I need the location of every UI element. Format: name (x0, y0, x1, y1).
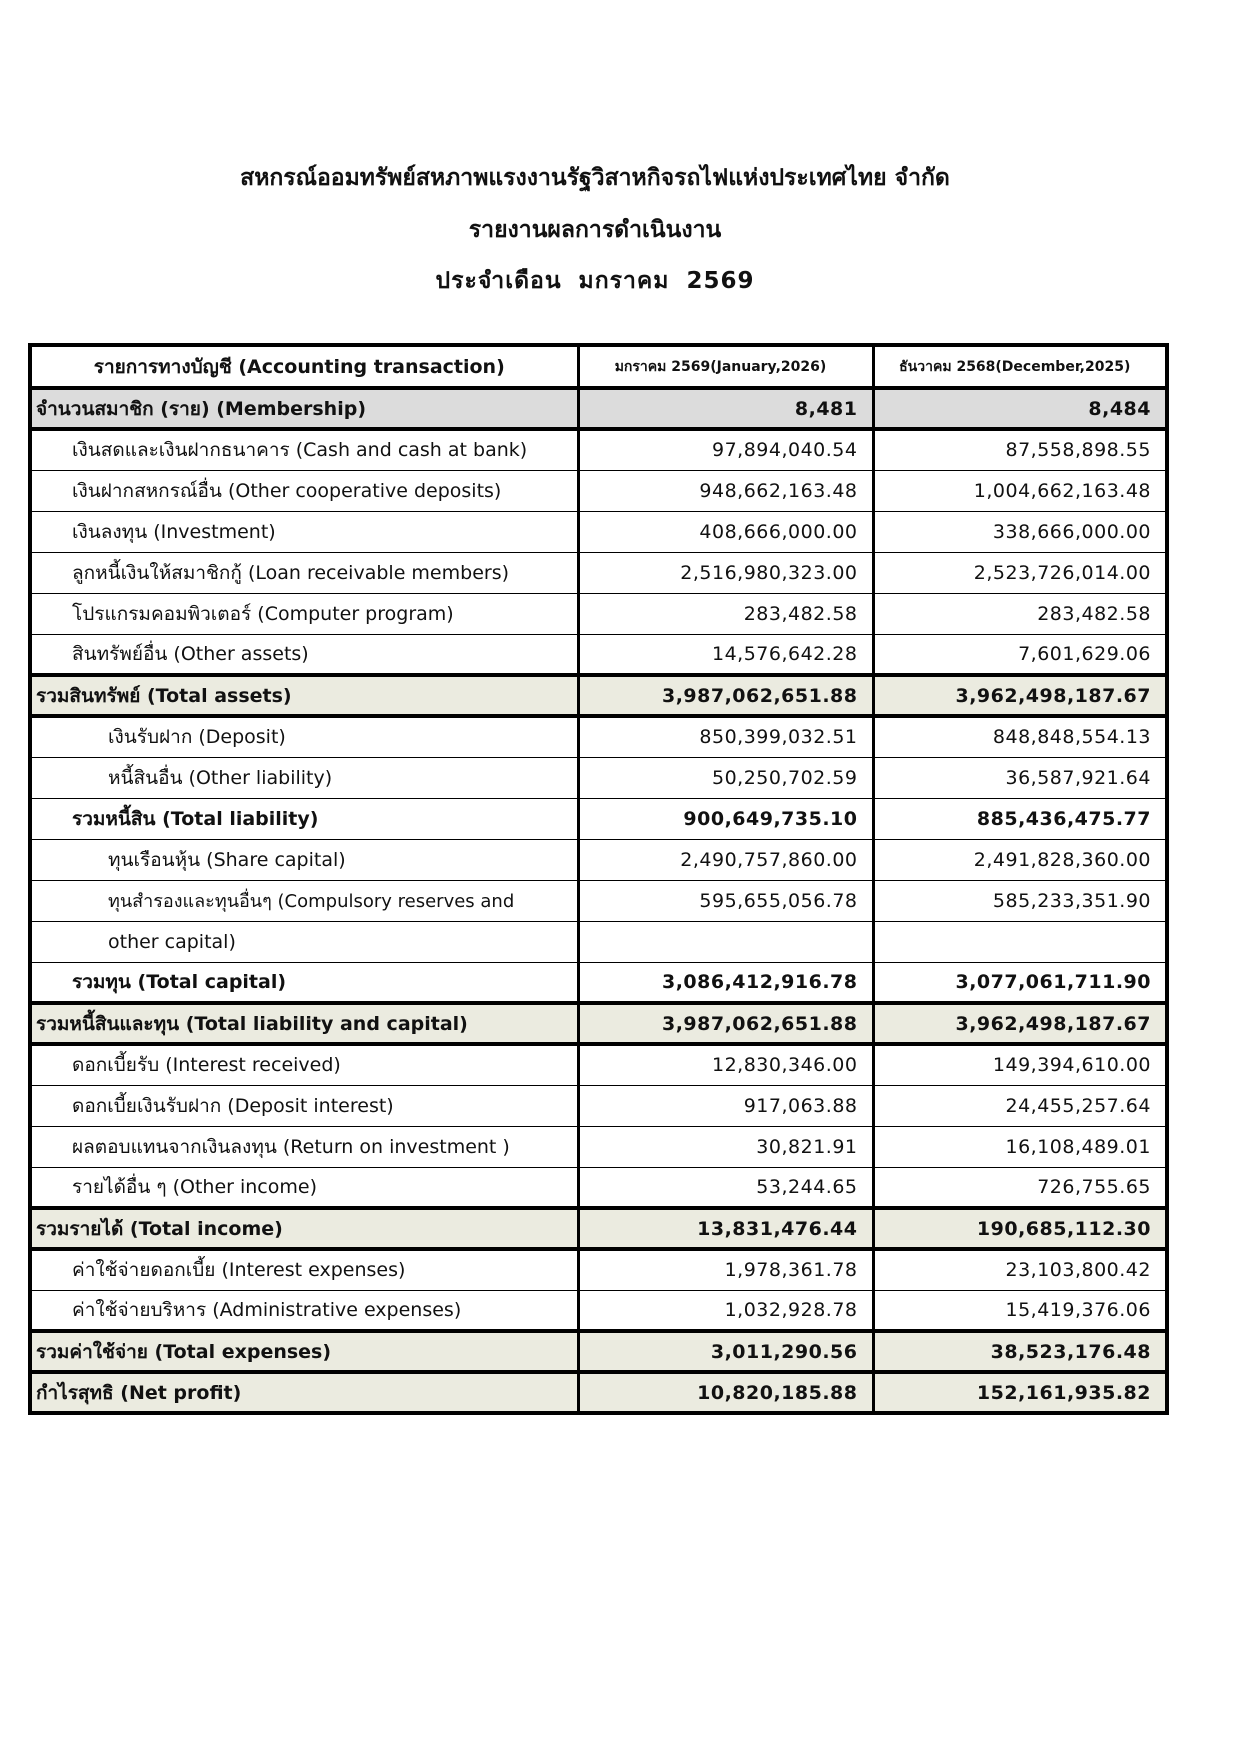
table-row (30, 511, 1167, 552)
row-previous: 3,077,061,711.90 (873, 962, 1167, 1003)
table-row (30, 757, 1167, 798)
row-previous: 2,523,726,014.00 (873, 552, 1167, 593)
table-row (30, 593, 1167, 634)
row-current: 408,666,000.00 (578, 511, 873, 552)
row-previous: 38,523,176.48 (873, 1331, 1167, 1372)
row-label: ดอกเบี้ยเงินรับฝาก (Deposit interest) (30, 1085, 578, 1126)
row-label: รวมรายได้ (Total income) (30, 1208, 578, 1249)
row-previous: 3,962,498,187.67 (873, 675, 1167, 716)
row-current: 2,490,757,860.00 (578, 839, 873, 880)
row-label: กำไรสุทธิ (Net profit) (30, 1372, 578, 1413)
table-row-total-liability-capital (30, 1003, 1167, 1044)
row-previous: 8,484 (873, 388, 1167, 429)
row-label: รวมค่าใช้จ่าย (Total expenses) (30, 1331, 578, 1372)
table-row (30, 1167, 1167, 1208)
table-row (30, 839, 1167, 880)
row-current: 97,894,040.54 (578, 429, 873, 470)
row-current: 8,481 (578, 388, 873, 429)
table-row (30, 634, 1167, 675)
row-previous: 848,848,554.13 (873, 716, 1167, 757)
row-label: รวมหนี้สินและทุน (Total liability and capital) (30, 1003, 578, 1044)
row-current: 53,244.65 (578, 1167, 873, 1208)
row-previous: 15,419,376.06 (873, 1290, 1167, 1331)
row-current: 3,086,412,916.78 (578, 962, 873, 1003)
table-row-net-profit (30, 1372, 1167, 1413)
row-current: 850,399,032.51 (578, 716, 873, 757)
table-row (30, 880, 1167, 921)
row-label: ค่าใช้จ่ายดอกเบี้ย (Interest expenses) (30, 1249, 578, 1290)
row-previous: 87,558,898.55 (873, 429, 1167, 470)
row-previous: 24,455,257.64 (873, 1085, 1167, 1126)
row-label: เงินฝากสหกรณ์อื่น (Other cooperative deposits) (30, 470, 578, 511)
table-row (30, 1085, 1167, 1126)
table-row (30, 716, 1167, 757)
row-label: ค่าใช้จ่ายบริหาร (Administrative expenses) (30, 1290, 578, 1331)
row-label: รวมหนี้สิน (Total liability) (30, 798, 578, 839)
table-row (30, 552, 1167, 593)
row-current (578, 921, 873, 962)
row-label: สินทรัพย์อื่น (Other assets) (30, 634, 578, 675)
row-previous: 726,755.65 (873, 1167, 1167, 1208)
row-label: other capital) (30, 921, 578, 962)
table-row (30, 470, 1167, 511)
row-label: โปรแกรมคอมพิวเตอร์ (Computer program) (30, 593, 578, 634)
row-label: ทุนสำรองและทุนอื่นๆ (Compulsory reserves and (30, 880, 578, 921)
row-previous: 1,004,662,163.48 (873, 470, 1167, 511)
row-current: 14,576,642.28 (578, 634, 873, 675)
row-previous: 149,394,610.00 (873, 1044, 1167, 1085)
table-header-row (30, 345, 1167, 388)
row-current: 30,821.91 (578, 1126, 873, 1167)
row-current: 2,516,980,323.00 (578, 552, 873, 593)
column-header-item: รายการทางบัญชี (Accounting transaction) (30, 345, 578, 388)
table-row (30, 429, 1167, 470)
row-previous: 283,482.58 (873, 593, 1167, 634)
row-current: 595,655,056.78 (578, 880, 873, 921)
table-row-membership (30, 388, 1167, 429)
row-current: 3,987,062,651.88 (578, 675, 873, 716)
row-label: รายได้อื่น ๆ (Other income) (30, 1167, 578, 1208)
table-row (30, 1249, 1167, 1290)
table-row (30, 1044, 1167, 1085)
table-row (30, 1126, 1167, 1167)
row-label: ดอกเบี้ยรับ (Interest received) (30, 1044, 578, 1085)
financial-report-table (28, 343, 1169, 1415)
row-current: 3,011,290.56 (578, 1331, 873, 1372)
row-previous: 16,108,489.01 (873, 1126, 1167, 1167)
row-previous: 3,962,498,187.67 (873, 1003, 1167, 1044)
row-current: 283,482.58 (578, 593, 873, 634)
report-period: ประจำเดือน มกราคม 2569 (435, 268, 755, 294)
table-row-total-expenses (30, 1331, 1167, 1372)
row-previous: 190,685,112.30 (873, 1208, 1167, 1249)
table-row-total-assets (30, 675, 1167, 716)
row-label: จำนวนสมาชิก (ราย) (Membership) (30, 388, 578, 429)
row-label: รวมทุน (Total capital) (30, 962, 578, 1003)
row-current: 3,987,062,651.88 (578, 1003, 873, 1044)
row-current: 13,831,476.44 (578, 1208, 873, 1249)
row-previous: 36,587,921.64 (873, 757, 1167, 798)
table-row-total-liability (30, 798, 1167, 839)
row-previous: 885,436,475.77 (873, 798, 1167, 839)
row-current: 50,250,702.59 (578, 757, 873, 798)
table-row-total-income (30, 1208, 1167, 1249)
row-current: 948,662,163.48 (578, 470, 873, 511)
report-title: รายงานผลการดำเนินงาน (468, 217, 722, 243)
row-previous: 585,233,351.90 (873, 880, 1167, 921)
row-label: เงินลงทุน (Investment) (30, 511, 578, 552)
organization-title: สหกรณ์ออมทรัพย์สหภาพแรงงานรัฐวิสาหกิจรถไฟแห่งประเทศไทย จำกัด (240, 165, 950, 191)
column-header-current: มกราคม 2569(January,2026) (578, 345, 873, 388)
row-label: ทุนเรือนหุ้น (Share capital) (30, 839, 578, 880)
row-label: ผลตอบแทนจากเงินลงทุน (Return on investment ) (30, 1126, 578, 1167)
row-label: เงินสดและเงินฝากธนาคาร (Cash and cash at bank) (30, 429, 578, 470)
row-current: 1,032,928.78 (578, 1290, 873, 1331)
row-label: รวมสินทรัพย์ (Total assets) (30, 675, 578, 716)
row-previous: 338,666,000.00 (873, 511, 1167, 552)
row-previous: 23,103,800.42 (873, 1249, 1167, 1290)
table-row (30, 1290, 1167, 1331)
row-previous: 2,491,828,360.00 (873, 839, 1167, 880)
table-row-total-capital (30, 962, 1167, 1003)
row-previous (873, 921, 1167, 962)
row-label: เงินรับฝาก (Deposit) (30, 716, 578, 757)
row-current: 12,830,346.00 (578, 1044, 873, 1085)
row-label: ลูกหนี้เงินให้สมาชิกกู้ (Loan receivable members) (30, 552, 578, 593)
row-current: 10,820,185.88 (578, 1372, 873, 1413)
row-label: หนี้สินอื่น (Other liability) (30, 757, 578, 798)
column-header-previous: ธันวาคม 2568(December,2025) (873, 345, 1167, 388)
row-previous: 152,161,935.82 (873, 1372, 1167, 1413)
row-current: 1,978,361.78 (578, 1249, 873, 1290)
table-row (30, 921, 1167, 962)
row-current: 917,063.88 (578, 1085, 873, 1126)
row-previous: 7,601,629.06 (873, 634, 1167, 675)
row-current: 900,649,735.10 (578, 798, 873, 839)
